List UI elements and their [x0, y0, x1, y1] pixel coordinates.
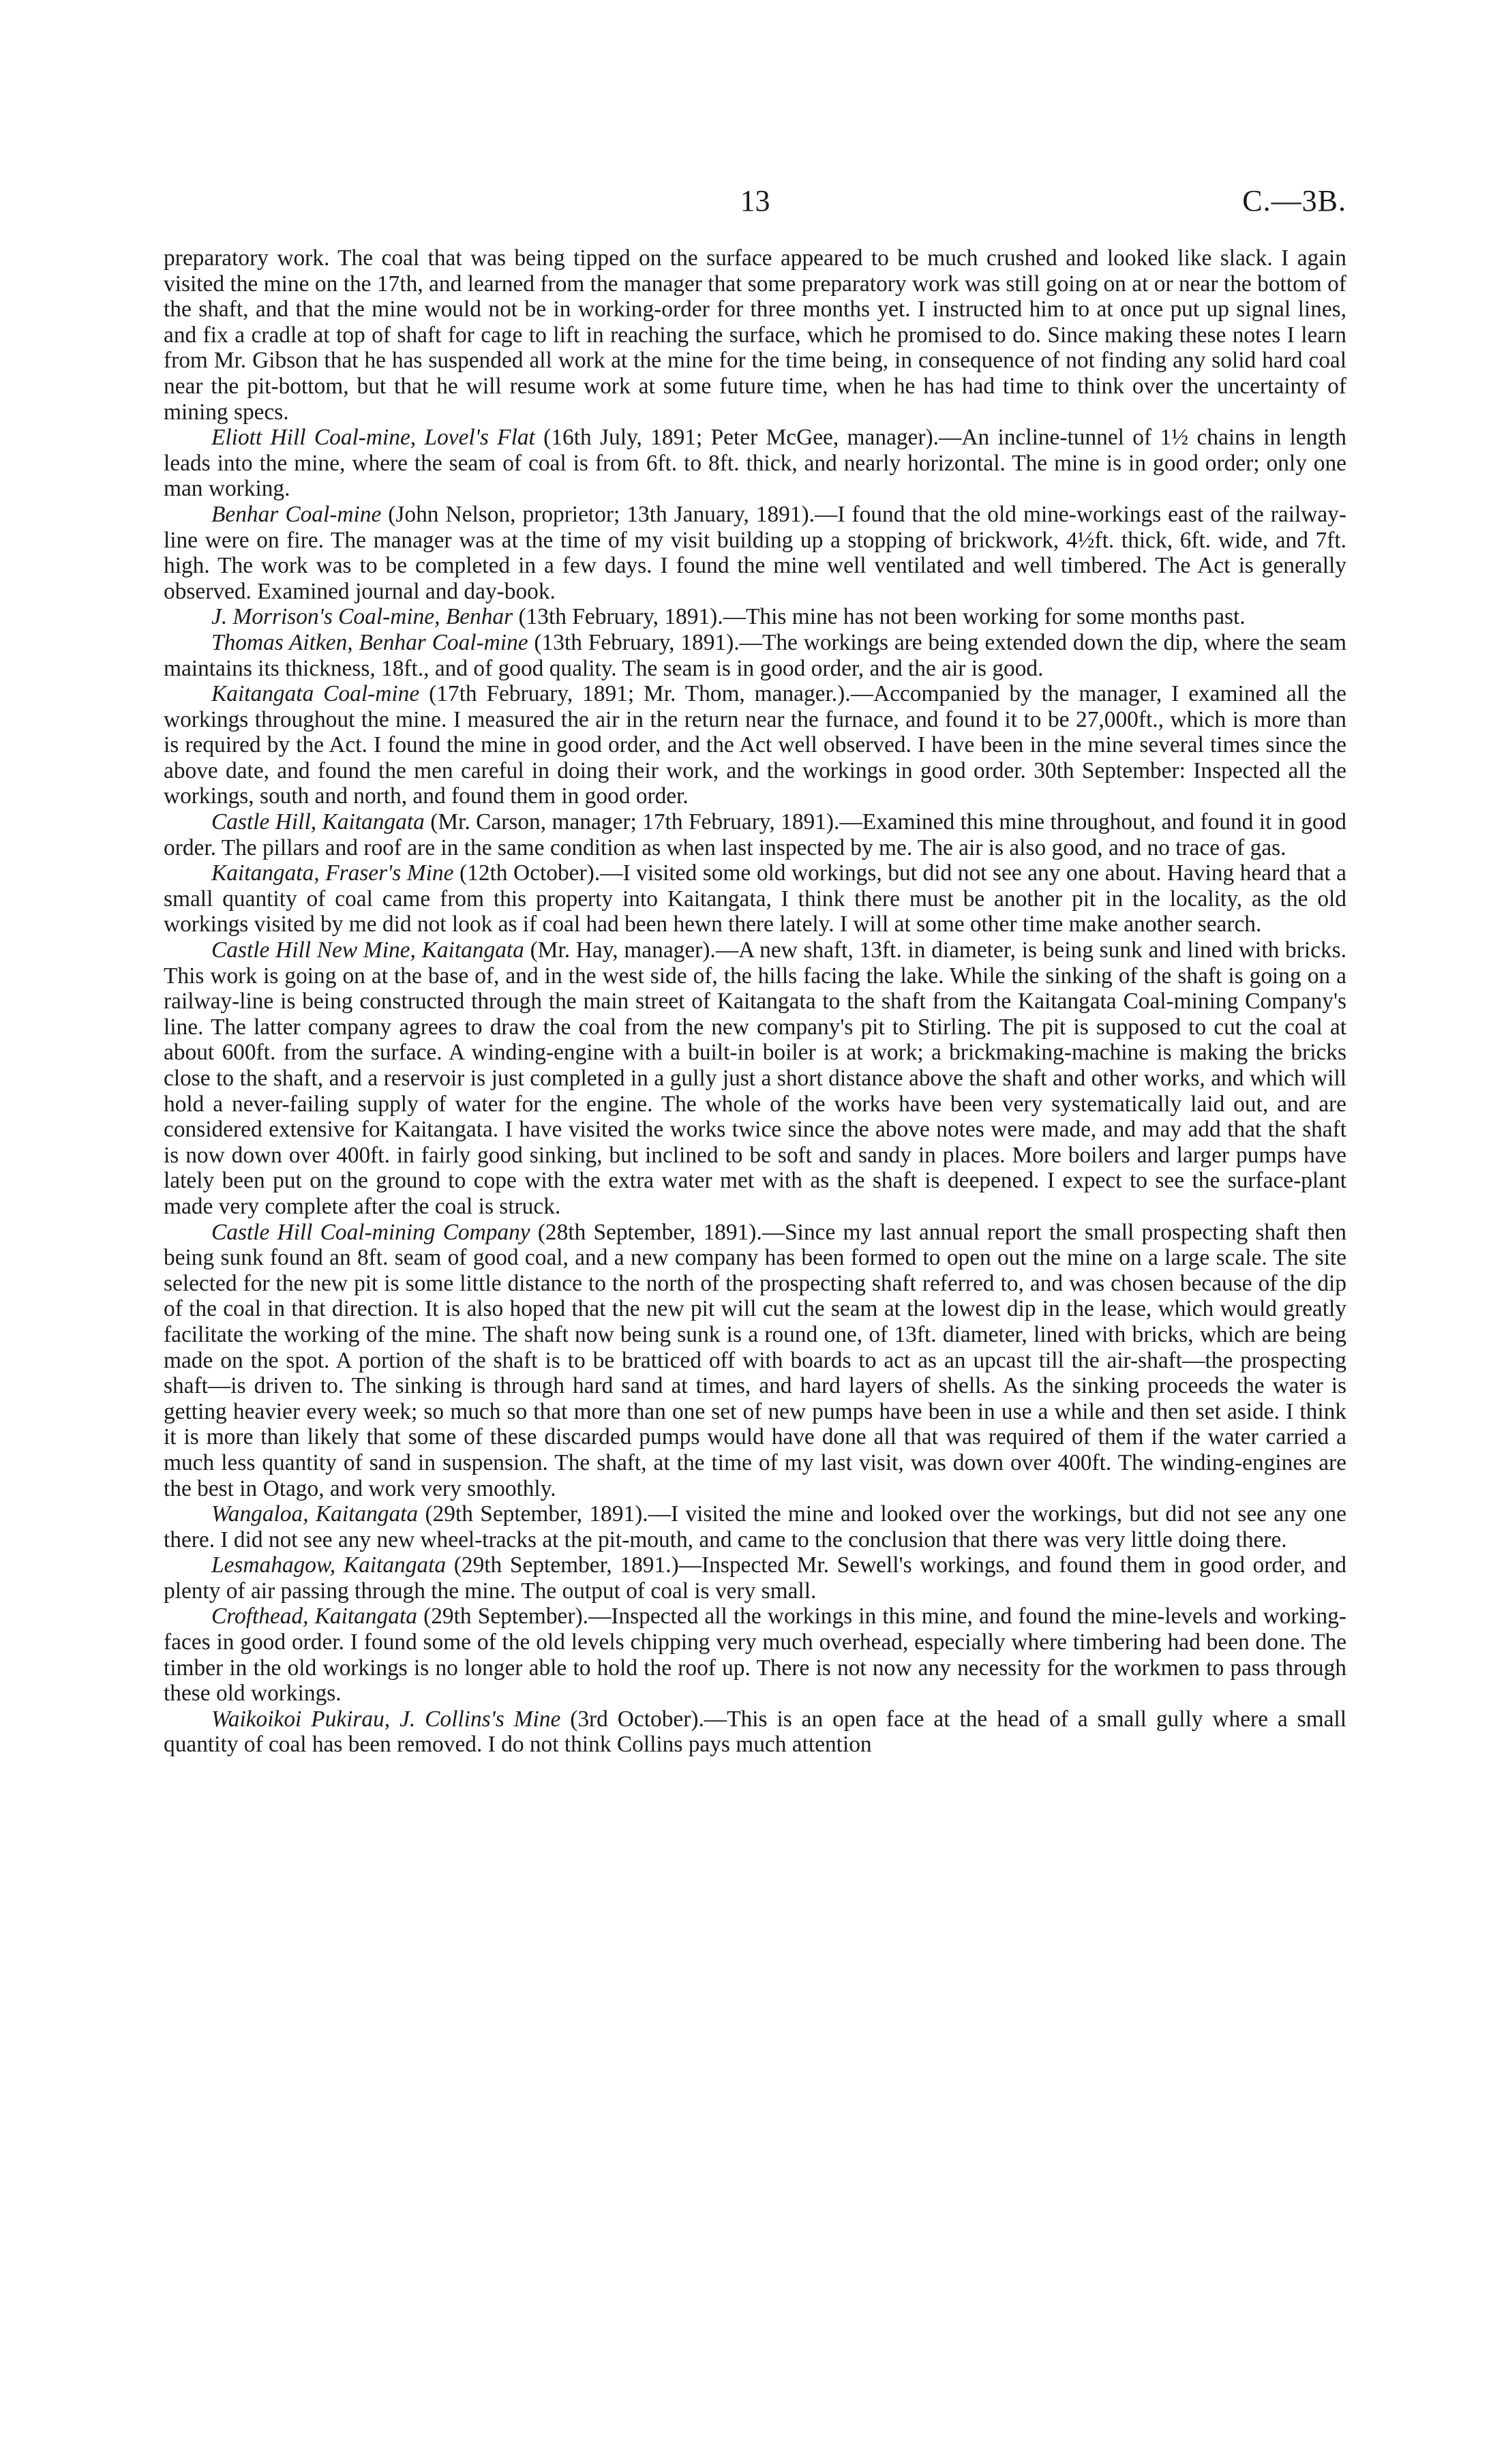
opening-paragraph: preparatory work. The coal that was being tipped on the surface appeared to be much crushed and looked like slack. I again visited the mine on the 17th, and learned from the manager that some preparatory work was still going on at or near the bottom of the shaft, and that the mine would not be in working-order for three months yet. I instructed him to at once put up signal lines, and fix a cradle at top of shaft for cage to lift in reaching the surface, which he promised to do. Since making these notes I learn from Mr. Gibson that he has suspended all work at the mine for the time being, in consequence of not finding any solid hard coal near the pit-bottom, but that he will resume work at some future time, when he has had time to think over the uncertainty of mining specs.	[164, 245, 1346, 425]
entry-kaitangata-coal-mine	[164, 681, 1346, 809]
entry-place: Crofthead, Kaitangata	[211, 1604, 417, 1629]
entry-text: (28th September, 1891).—Since my last annual report the small prospecting shaft then being sunk found an 8ft. seam of good coal, and a new company has been formed to open out the mine on a large scale. The site selected for the new pit is some little distance to the north of the prospecting shaft referred to, and was chosen because of the dip of the coal in that direction. It is also hoped that the new pit will cut the seam at the lowest dip in the lease, which would greatly facilitate the working of the mine. The shaft now being sunk is a round one, of 13ft. diameter, lined with bricks, which are being made on the spot. A portion of the shaft is to be bratticed off with boards to act as an upcast till the air-shaft—the prospecting shaft—is driven to. The sinking is through hard sand at times, and hard layers of shells. As the sinking proceeds the water is getting heavier every week; so much so that more than one set of new pumps have been in use a while and then set aside. I think it is more than likely that some of these discarded pumps would have done all that was required of them if the water carried a much less quantity of sand in suspension. The shaft, at the time of my last visit, was down over 400ft. The winding-engines are the best in Otago, and work very smoothly.	[164, 1219, 1346, 1501]
entry-text: (3rd October).—This is an open face at the head of a small gully where a small quantity of coal has been removed. I do not think Collins pays much attention	[164, 1706, 1346, 1758]
entry-place: Waikoikoi Pukirau, J. Collins's Mine	[211, 1706, 561, 1732]
entry-morrison-benhar	[164, 604, 1346, 630]
entry-castle-hill	[164, 809, 1346, 860]
entry-text: (13th February, 1891).—The workings are being extended down the dip, where the seam maintains its thickness, 18ft., and of good quality. The seam is in good order, and the air is good.	[164, 629, 1346, 681]
entry-text: (29th September, 1891.)—Inspected Mr. Sewell's workings, and found them in good order, and plenty of air passing through the mine. The output of coal is very small.	[164, 1552, 1346, 1604]
page-number: 13	[740, 184, 770, 217]
entry-text: (29th September).—Inspected all the workings in this mine, and found the mine-levels and working-faces in good order. I found some of the old levels chipping very much overhead, especially where timbering had been done. The timber in the old workings is no longer able to hold the roof up. There is not now any necessity for the workmen to pass through these old workings.	[164, 1604, 1347, 1707]
entry-text: (29th September, 1891).—I visited the mine and looked over the workings, but did not see any one there. I did not see any new wheel-tracks at the pit-mouth, and came to the conclusion that there was very little doing there.	[164, 1501, 1347, 1552]
entry-place: Wangaloa, Kaitangata	[211, 1501, 419, 1527]
entry-text: (16th July, 1891; Peter McGee, manager).—An incline-tunnel of 1½ chains in length leads into the mine, where the seam of coal is from 6ft. to 8ft. thick, and nearly horizontal. The mine is in good order; only one man working.	[164, 425, 1346, 502]
entry-place: Kaitangata Coal-mine	[211, 681, 420, 707]
entry-place: J. Morrison's Coal-mine, Benhar	[211, 604, 513, 630]
entry-aitken-benhar	[164, 630, 1346, 681]
entry-place: Thomas Aitken, Benhar Coal-mine	[211, 629, 528, 655]
entry-text: (13th February, 1891).—This mine has not been working for some months past.	[513, 604, 1246, 630]
entry-waikoikoi-pukirau	[164, 1707, 1346, 1758]
entry-place: Kaitangata, Fraser's Mine	[211, 860, 454, 886]
entry-frasers-mine	[164, 860, 1346, 937]
entry-castle-hill-company	[164, 1220, 1346, 1502]
entry-wangaloa	[164, 1501, 1346, 1552]
page-header	[164, 181, 1346, 222]
entry-place: Castle Hill New Mine, Kaitangata	[211, 937, 524, 963]
entry-place: Eliott Hill Coal-mine, Lovel's Flat	[211, 425, 535, 451]
entry-text: (John Nelson, proprietor; 13th January, 1891).—I found that the old mine-workings east of the railway-line were on fire. The manager was at the time of my visit building up a stopping of brickwork, 4½ft. thick, 6ft. wide, and 7ft. high. The work was to be completed in a few days. I found the mine well ventilated and well timbered. The Act is generally observed. Examined journal and day-book.	[164, 501, 1346, 604]
entry-place: Benhar Coal-mine	[211, 501, 382, 527]
entry-text: (12th October).—I visited some old workings, but did not see any one about. Having heard that a small quantity of coal came from this property into Kaitangata, I think there must be another pit in the locality, as the old workings visited by me did not look as if coal had been hewn there lately. I will at some other time make another search.	[164, 860, 1346, 937]
entry-lesmahagow	[164, 1552, 1346, 1604]
report-body	[164, 245, 1346, 1758]
entry-place: Castle Hill, Kaitangata	[211, 809, 425, 835]
entry-benhar	[164, 502, 1346, 604]
entry-crofthead	[164, 1604, 1346, 1706]
entry-text: (Mr. Carson, manager; 17th February, 1891).—Examined this mine throughout, and found it in good order. The pillars and roof are in the same condition as when last inspected by me. The air is also good, and no trace of gas.	[164, 809, 1346, 860]
entry-text: (17th February, 1891; Mr. Thom, manager.).—Accompanied by the manager, I examined all the workings throughout the mine. I measured the air in the return near the furnace, and found it to be 27,000ft., which is more than is required by the Act. I found the mine in good order, and the Act well observed. I have been in the mine several times since the above date, and found the men careful in doing their work, and the workings in good order. 30th September: Inspected all the workings, south and north, and found them in good order.	[164, 681, 1346, 809]
document-reference: C.—3B.	[1242, 184, 1346, 217]
entry-place: Castle Hill Coal-mining Company	[211, 1219, 530, 1245]
entry-text: (Mr. Hay, manager).—A new shaft, 13ft. in diameter, is being sunk and lined with bricks. This work is going on at the base of, and in the west side of, the hills facing the lake. While the sinking of the shaft is going on a railway-line is being constructed through the main street of Kaitangata to the shaft from the Kaitangata Coal-mining Company's line. The latter company agrees to draw the coal from the new company's pit to Stirling. The pit is supposed to cut the coal at about 600ft. from the surface. A winding-engine with a built-in boiler is at work; a brickmaking-machine is making the bricks close to the shaft, and a reservoir is just completed in a gully just a short distance above the shaft and other works, and which will hold a never-failing supply of water for the engine. The whole of the works have been very systematically laid out, and are considered extensive for Kaitangata. I have visited the works twice since the above notes were made, and may add that the shaft is now down over 400ft. in fairly good sinking, but inclined to be soft and sandy in places. More boilers and larger pumps have lately been put on the ground to cope with the extra water met with as the shaft is deepened. I expect to see the surface-plant made very complete after the coal is struck.	[164, 937, 1346, 1219]
entry-eliott-hill	[164, 425, 1346, 502]
entry-castle-hill-new-mine	[164, 937, 1346, 1220]
entry-place: Lesmahagow, Kaitangata	[211, 1552, 447, 1578]
